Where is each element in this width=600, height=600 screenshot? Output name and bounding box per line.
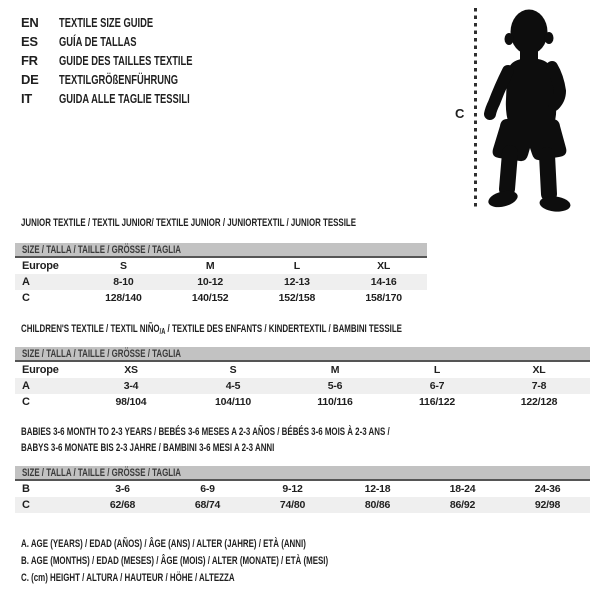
table-row — [15, 274, 427, 290]
language-row — [21, 32, 244, 51]
value-cell: XL — [377, 260, 391, 272]
value-cell: 152/158 — [278, 292, 316, 304]
children-table-rows — [15, 362, 590, 410]
babies-title-line: BABYS 3-6 MONATE BIS 2-3 JAHRE / BAMBINI 3-6 MESI A 2-3 ANNI — [21, 442, 275, 454]
value-cell: 116/122 — [419, 396, 455, 408]
value-cell: 9-12 — [282, 483, 303, 495]
table-row — [15, 258, 427, 274]
value-cell: 98/104 — [115, 396, 147, 408]
value-cell: 122/128 — [520, 396, 558, 408]
value-cell: 3-6 — [115, 483, 130, 495]
table-row — [15, 394, 590, 410]
table-row — [15, 290, 427, 306]
language-title: GUIDE DES TAILLES TEXTILE — [59, 53, 193, 68]
junior-table-title: JUNIOR TEXTILE / TEXTIL JUNIOR/ TEXTILE JUNIOR / JUNIORTEXTIL / JUNIOR TESSILE — [21, 217, 357, 229]
value-cell: 10-12 — [197, 276, 224, 288]
language-code: DE — [21, 72, 39, 87]
row-label: B — [22, 483, 30, 495]
size-header-text: SIZE / TALLA / TAILLE / GRÖSSE / TAGLIA — [22, 348, 181, 360]
value-cell: XL — [532, 364, 546, 376]
row-label: C — [22, 396, 30, 408]
value-cell: 158/170 — [365, 292, 402, 304]
value-cell: 14-16 — [370, 276, 397, 288]
value-cell: 6-7 — [429, 380, 445, 392]
value-cell: 92/98 — [534, 499, 561, 511]
value-cell: 140/152 — [191, 292, 229, 304]
value-cell: 6-9 — [200, 483, 215, 495]
value-cell: 7-8 — [531, 380, 547, 392]
value-cell: 4-5 — [225, 380, 241, 392]
value-cell: L — [293, 260, 300, 272]
size-header-bar — [15, 243, 427, 258]
value-cell: 128/140 — [105, 292, 142, 304]
value-cell: 62/68 — [109, 499, 136, 511]
row-label: Europe — [22, 260, 59, 272]
children-title-part: CHILDREN'S TEXTILE / TEXTIL NIÑO — [21, 323, 160, 335]
value-cell: M — [330, 364, 340, 376]
legend-line-c: C. (cm) HEIGHT / ALTURA / HAUTEUR / HÖHE / ALTEZZA — [21, 572, 235, 584]
row-label: C — [22, 499, 30, 511]
value-cell: S — [229, 364, 237, 376]
language-code: IT — [21, 91, 32, 106]
children-title-subscript: /A — [159, 327, 166, 336]
row-label: A — [22, 276, 30, 288]
language-title: TEXTILGRÖßENFÜHRUNG — [59, 72, 179, 87]
value-cell: 8-10 — [113, 276, 134, 288]
size-header-text: SIZE / TALLA / TAILLE / GRÖSSE / TAGLIA — [22, 467, 181, 479]
value-cell: XS — [124, 364, 138, 376]
value-cell: 74/80 — [279, 499, 306, 511]
table-row — [15, 497, 590, 513]
height-measure-label: C — [455, 106, 465, 121]
value-cell: 18-24 — [449, 483, 476, 495]
value-cell: 12-13 — [283, 276, 310, 288]
table-row — [15, 481, 590, 497]
value-cell: L — [433, 364, 441, 376]
value-cell: S — [119, 260, 127, 272]
table-row — [15, 378, 590, 394]
language-title-list — [21, 13, 244, 108]
language-code: EN — [21, 15, 39, 30]
babies-table — [15, 466, 590, 513]
language-title: TEXTILE SIZE GUIDE — [59, 15, 154, 30]
value-cell: 24-36 — [534, 483, 561, 495]
junior-table — [15, 243, 427, 306]
babies-title-line: BABIES 3-6 MONTH TO 2-3 YEARS / BEBÉS 3-6 MESES A 2-3 AÑOS / BÉBÉS 3-6 MOIS À 2-3 ANS / — [21, 426, 390, 438]
language-title: GUÍA DE TALLAS — [59, 34, 137, 49]
size-header-text: SIZE / TALLA / TAILLE / GRÖSSE / TAGLIA — [22, 244, 181, 256]
value-cell: 86/92 — [449, 499, 476, 511]
language-code: ES — [21, 34, 38, 49]
junior-table-rows — [15, 258, 427, 306]
size-header-bar — [15, 347, 590, 362]
children-title-part: / TEXTILE DES ENFANTS / KINDERTEXTIL / BAMBINI TESSILE — [165, 323, 402, 335]
language-row — [21, 70, 244, 89]
value-cell: 3-4 — [123, 380, 139, 392]
language-title: GUIDA ALLE TAGLIE TESSILI — [59, 91, 190, 106]
children-table — [15, 347, 590, 410]
language-code: FR — [21, 53, 38, 68]
row-label: Europe — [22, 364, 59, 376]
legend — [21, 536, 448, 587]
value-cell: 5-6 — [327, 380, 343, 392]
value-cell: 68/74 — [194, 499, 221, 511]
value-cell: 110/116 — [317, 396, 353, 408]
value-cell: 12-18 — [364, 483, 391, 495]
value-cell: 104/110 — [215, 396, 251, 408]
row-label: A — [22, 380, 30, 392]
value-cell: M — [205, 260, 215, 272]
value-cell: 80/86 — [364, 499, 391, 511]
size-header-bar — [15, 466, 590, 481]
children-table-title — [21, 321, 402, 340]
height-measure-dotted-line — [474, 8, 477, 207]
babies-table-title — [21, 424, 390, 456]
table-row — [15, 362, 590, 378]
language-row — [21, 51, 244, 70]
legend-line-a: A. AGE (YEARS) / EDAD (AÑOS) / ÂGE (ANS) / ALTER (JAHRE) / ETÀ (ANNI) — [21, 538, 306, 550]
row-label: C — [22, 292, 30, 304]
language-row — [21, 89, 244, 108]
language-row — [21, 13, 244, 32]
babies-table-rows — [15, 481, 590, 513]
toddler-silhouette-icon — [480, 5, 600, 215]
legend-line-b: B. AGE (MONTHS) / EDAD (MESES) / ÂGE (MOIS) / ALTER (MONATE) / ETÀ (MESI) — [21, 555, 329, 567]
